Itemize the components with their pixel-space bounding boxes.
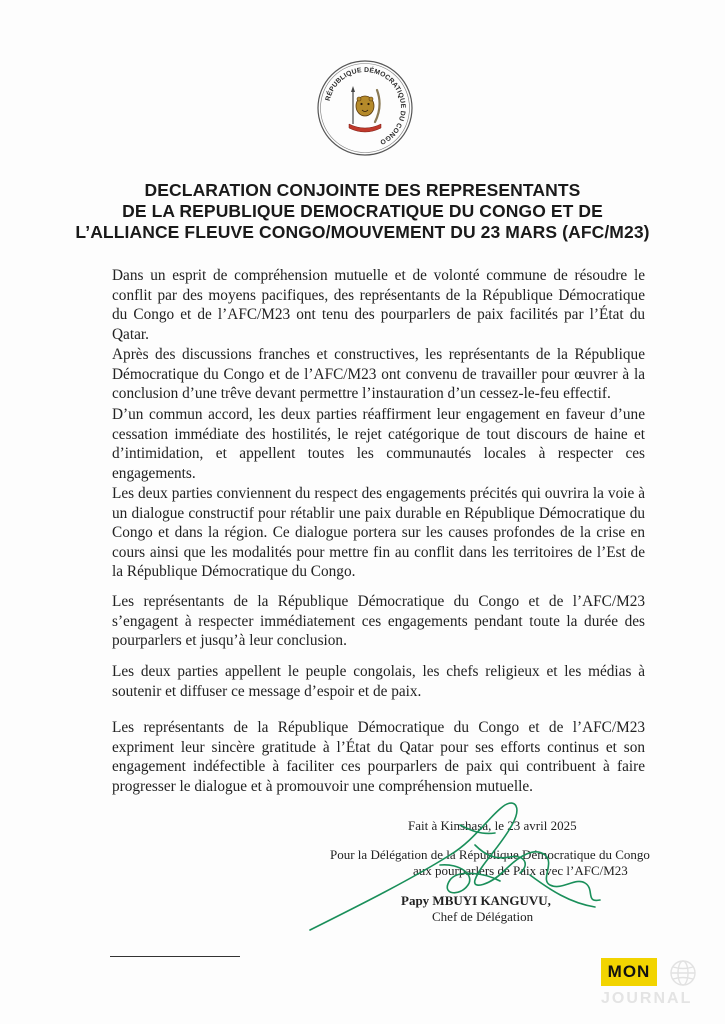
signer-role: Chef de Délégation <box>432 909 534 924</box>
place-date: Fait à Kinshasa, le 23 avril 2025 <box>408 818 577 833</box>
paragraph-5: Les représentants de la République Démocratique du Congo et de l’AFC/M23 s’engagent à respecter immédiatement ces engagements pendant toute la durée des pourparlers et jusqu’à leur conclusion. <box>112 593 645 650</box>
declaration-title <box>60 180 665 243</box>
paragraph-1: Dans un esprit de compréhension mutuelle et de volonté commune de résoudre le conflit par des moyens pacifiques, des représentants de la République Démocratique du Congo et de l’AFC/M23 ont tenu des pourparlers de paix facilités par l’État du Qatar. <box>112 267 645 343</box>
seal-text: RÉPUBLIQUE DÉMOCRATIQUE DU CONGO <box>324 66 407 146</box>
paragraph-2: Après des discussions franches et constructives, les représentants de la République Démocratique du Congo et de l’AFC/M23 ont convenu de travailler pour œuvrer à la conclusion d’une trêve devant permettre l’instauration d’un cessez-le-feu effectif. <box>112 346 645 403</box>
delegation-line-1: Pour la Délégation de la République Démocratique du Congo <box>330 847 650 862</box>
drc-seal-emblem <box>315 58 415 158</box>
title-line-3: L’ALLIANCE FLEUVE CONGO/MOUVEMENT DU 23 MARS (AFC/M23) <box>75 222 650 242</box>
title-line-1: DECLARATION CONJOINTE DES REPRESENTANTS <box>144 180 581 200</box>
delegation-line-2: aux pourparlers de Paix avec l’AFC/M23 <box>413 863 628 878</box>
mon-journal-watermark <box>601 958 711 1018</box>
watermark-mon-label: MON <box>601 958 657 986</box>
signer-name: Papy MBUYI KANGUVU, <box>401 893 551 908</box>
paragraph-7: Les représentants de la République Démocratique du Congo et de l’AFC/M23 expriment leur sincère gratitude à l’État du Qatar pour ses efforts continus et son engagement indéfectible à faciliter ces pourparlers de paix qui contribuent à faire progresser le dialogue et à promouvoir une compréhension mutuelle. <box>112 719 645 795</box>
footnote-rule <box>110 956 240 957</box>
paragraph-6: Les deux parties appellent le peuple congolais, les chefs religieux et les médias à soutenir et diffuser ce message d’espoir et de paix. <box>112 663 645 700</box>
globe-icon <box>663 958 703 988</box>
title-line-2: DE LA REPUBLIQUE DEMOCRATIQUE DU CONGO ET DE <box>122 201 603 221</box>
watermark-journal-label: JOURNAL <box>601 990 693 1007</box>
paragraph-4: Les deux parties conviennent du respect des engagements précités qui ouvrira la voie à un dialogue constructif pour rétablir une paix durable en République Démocratique du Congo et dans la région. Ce dialogue portera sur les causes profondes de la crise en cours ainsi que les modalités pour mettre fin au conflit dans les territoires de l’Est de la République Démocratique du Congo. <box>112 485 645 581</box>
paragraph-3: D’un commun accord, les deux parties réaffirment leur engagement en faveur d’une cessation immédiate des hostilités, le rejet catégorique de tout discours de haine et d’intimidation, et appellent toutes les communautés locales à respecter ces engagements. <box>112 406 645 482</box>
